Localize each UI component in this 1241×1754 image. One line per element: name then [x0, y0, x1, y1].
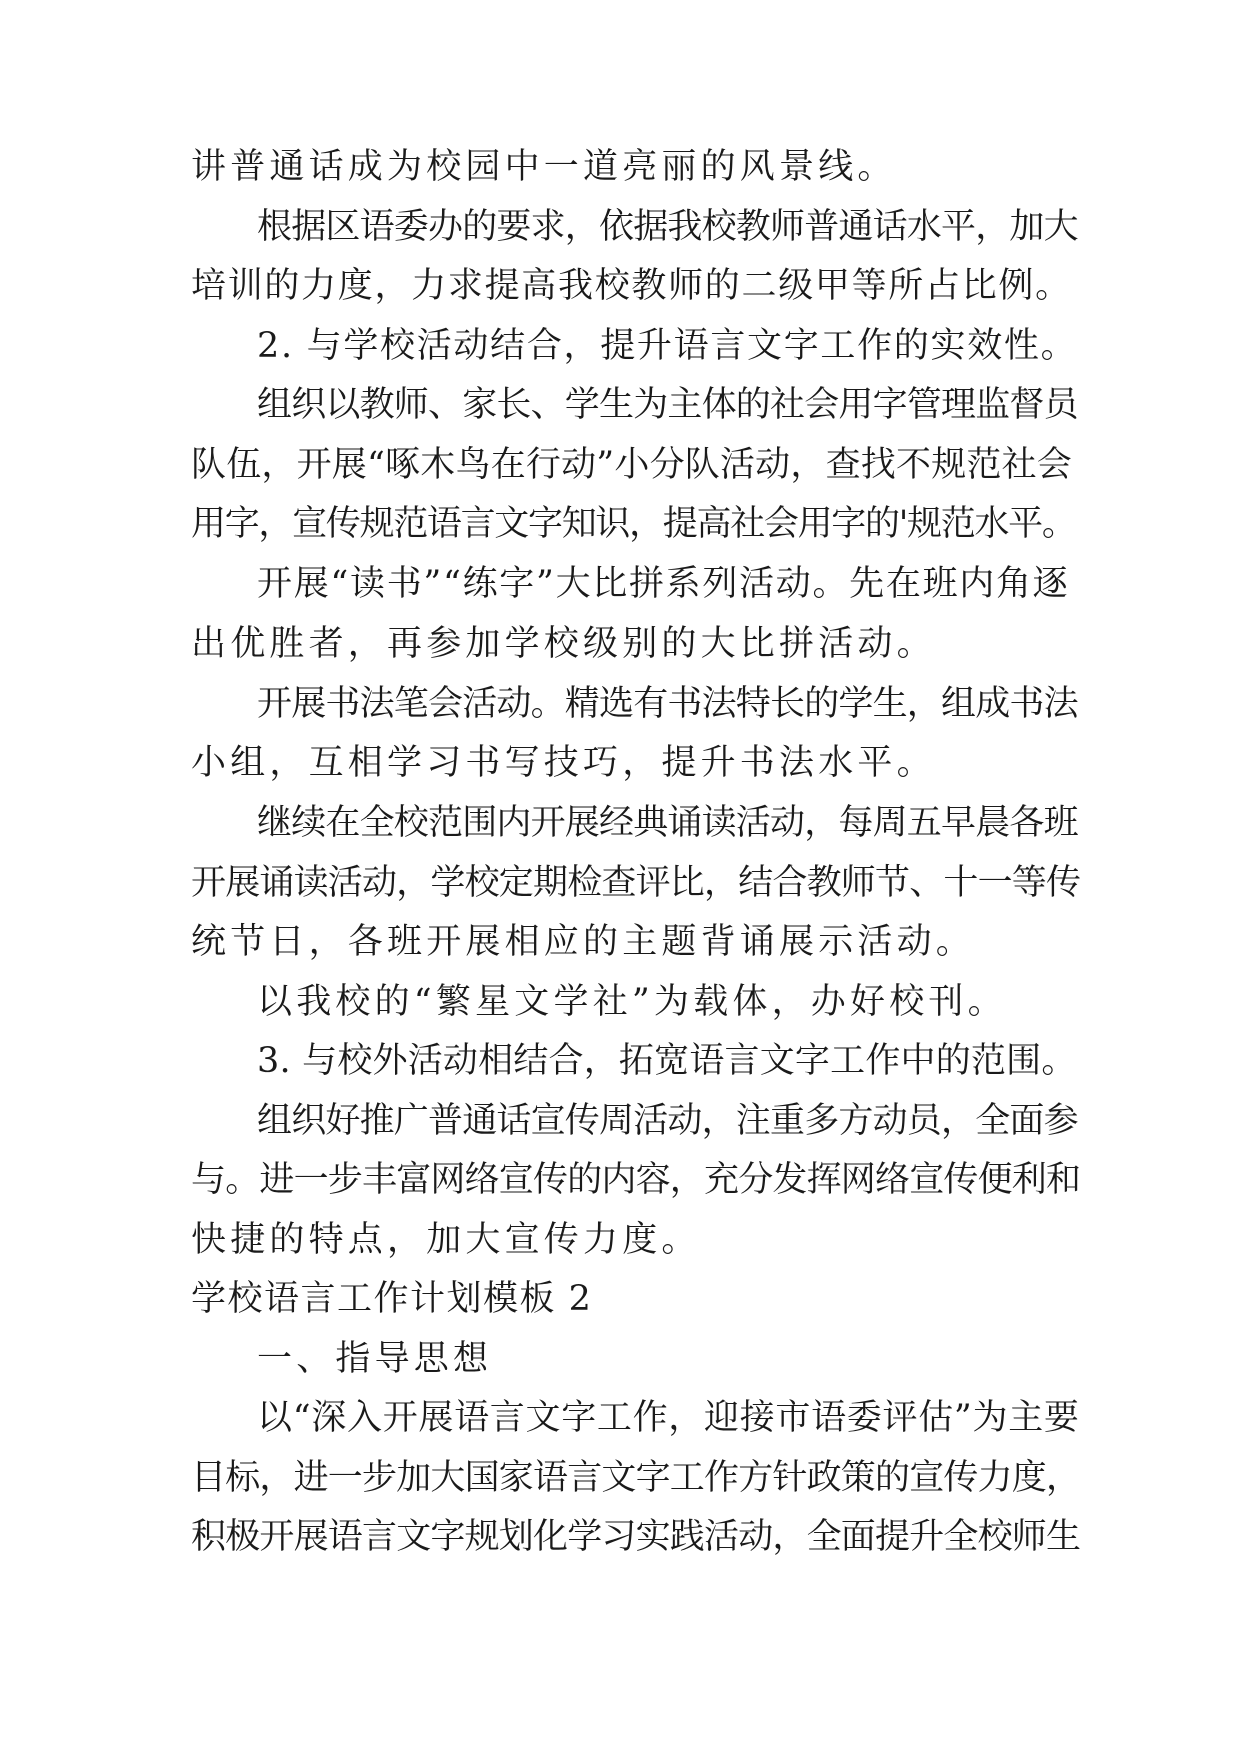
- text-line: 统节日，各班开展相应的主题背诵展示活动。: [191, 922, 976, 962]
- text-line: 用字，宣传规范语言文字知识，提高社会用字的'规范水平。: [191, 504, 1076, 544]
- text-line: 继续在全校范围内开展经典诵读活动，每周五早晨各班: [257, 803, 1078, 843]
- text-line: 积极开展语言文字规划化学习实践活动，全面提升全校师生: [191, 1517, 1081, 1557]
- section-title: 学校语言工作计划模板 2: [191, 1279, 593, 1319]
- text-line: 小组，互相学习书写技巧，提升书法水平。: [191, 743, 936, 783]
- text-line: 3. 与校外活动相结合，拓宽语言文字工作中的范围。: [257, 1041, 1077, 1081]
- text-line: 开展“读书”“练字”大比拼系列活动。先在班内角逐: [257, 564, 1070, 604]
- text-line: 目标，进一步加大国家语言文字工作方针政策的宣传力度，: [191, 1458, 1081, 1498]
- text-line: 与。进一步丰富网络宣传的内容，充分发挥网络宣传便利和: [191, 1160, 1081, 1200]
- text-line: 2. 与学校活动结合，提升语言文字工作的实效性。: [257, 326, 1078, 366]
- text-line: 快捷的特点，加大宣传力度。: [191, 1220, 701, 1260]
- text-line: 根据区语委办的要求，依据我校教师普通话水平，加大: [257, 207, 1078, 247]
- text-line: 以“深入开展语言文字工作，迎接市语委评估”为主要: [257, 1398, 1080, 1438]
- text-line: 开展书法笔会活动。精选有书法特长的学生，组成书法: [257, 684, 1078, 724]
- text-line: 以我校的“繁星文学社”为载体，办好校刊。: [257, 982, 1007, 1022]
- text-line: 组织好推广普通话宣传周活动，注重多方动员，全面参: [257, 1101, 1078, 1141]
- text-line: 出优胜者，再参加学校级别的大比拼活动。: [191, 624, 936, 664]
- text-line: 队伍，开展“啄木鸟在行动”小分队活动，查找不规范社会: [191, 445, 1072, 485]
- text-line: 培训的力度，力求提高我校教师的二级甲等所占比例。: [191, 266, 1072, 306]
- text-line: 组织以教师、家长、学生为主体的社会用字管理监督员: [257, 385, 1078, 425]
- text-line: 讲普通话成为校园中一道亮丽的风景线。: [191, 147, 897, 187]
- text-line: 开展诵读活动，学校定期检查评比，结合教师节、十一等传: [191, 863, 1081, 903]
- subsection-heading: 一、指导思想: [257, 1339, 493, 1379]
